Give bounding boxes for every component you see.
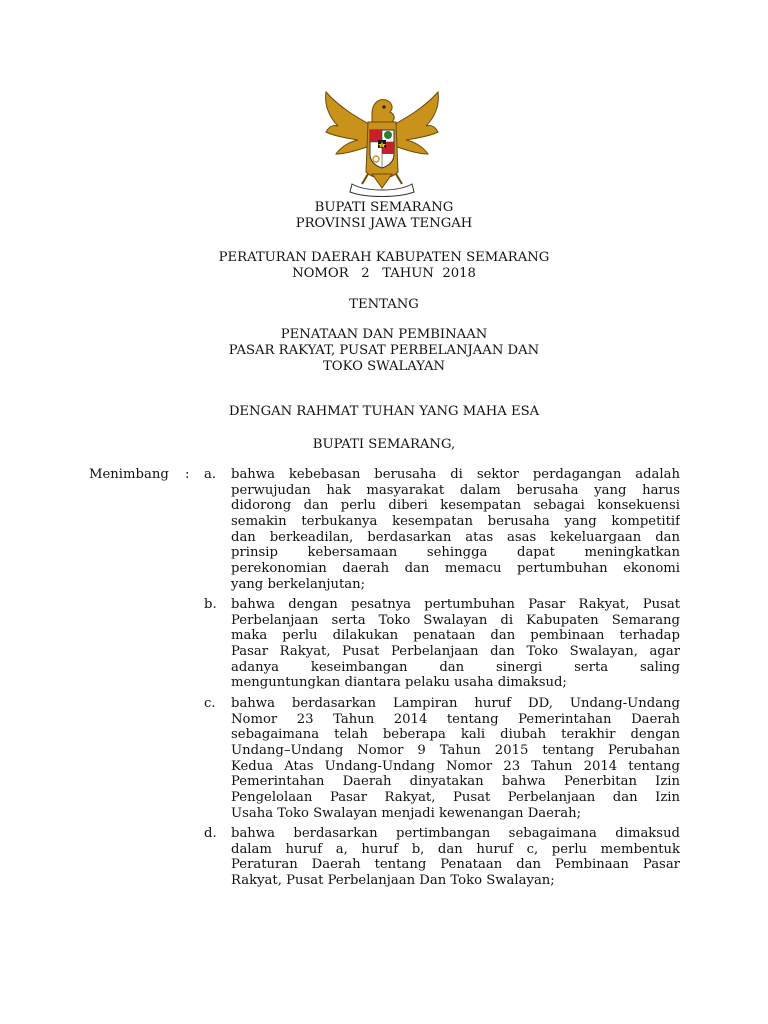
issuer-block [0, 437, 768, 453]
item-line: Pemerintahan Daerah dinyatakan bahwa Penerbitan Izin [231, 774, 680, 790]
about-block [0, 297, 768, 313]
item-line: Nomor 23 Tahun 2014 tentang Pemerintahan Daerah [231, 711, 680, 727]
regulation-title: PERATURAN DAERAH KABUPATEN SEMARANG [218, 250, 550, 265]
item-letter: a. [204, 467, 217, 482]
item-text [231, 826, 680, 889]
item-line: Peraturan Daerah tentang Penataan dan Pembinaan Pasar [231, 857, 680, 873]
item-line: bahwa berdasarkan pertimbangan sebagaimana dimaksud [231, 826, 680, 841]
issuer: BUPATI SEMARANG, [312, 437, 456, 452]
item-line: perekonomian daerah dan memacu pertumbuhan ekonomi [231, 561, 680, 577]
item-line: bahwa kebebasan berusaha di sektor perdagangan adalah [231, 467, 680, 482]
item-line: dalam huruf a, huruf b, dan huruf c, perlu membentuk [231, 841, 680, 857]
considering-label: Menimbang [89, 467, 169, 482]
item-line: Pengelolaan Pasar Rakyat, Pusat Perbelanjaan dan Izin [231, 790, 680, 806]
header-block [0, 200, 768, 232]
item-line: Usaha Toko Swalayan menjadi kewenangan Daerah; [231, 805, 582, 821]
item-letter: c. [204, 696, 216, 711]
item-letter: d. [204, 826, 217, 841]
item-line: semakin terbukanya kesempatan berusaha yang kompetitif [231, 514, 680, 530]
regulation-number: NOMOR 2 TAHUN 2018 [292, 266, 476, 281]
garuda-emblem-icon [318, 88, 446, 200]
item-letter: b. [204, 597, 217, 612]
item-line: maka perlu dilakukan penataan dan pembinaan terhadap [231, 628, 680, 644]
item-line: Pasar Rakyat, Pusat Perbelanjaan dan Toko Swalayan, agar [231, 644, 680, 660]
item-line: sebagaimana telah beberapa kali diubah terakhir dengan [231, 727, 680, 743]
item-line: Kedua Atas Undang-Undang Nomor 23 Tahun 2014 tentang [231, 758, 680, 774]
header-line-1: BUPATI SEMARANG [314, 200, 454, 215]
considering-colon: : [185, 467, 190, 482]
item-line: bahwa dengan pesatnya pertumbuhan Pasar Rakyat, Pusat [231, 597, 680, 612]
invocation: DENGAN RAHMAT TUHAN YANG MAHA ESA [228, 404, 540, 419]
subject-line-1: PENATAAN DAN PEMBINAAN [280, 327, 488, 342]
item-line: Undang–Undang Nomor 9 Tahun 2015 tentang Perubahan [231, 743, 680, 759]
item-line: perwujudan hak masyarakat dalam berusaha yang harus [231, 482, 680, 498]
item-line: prinsip kebersamaan sehingga dapat meningkatkan [231, 545, 680, 561]
item-text [231, 467, 680, 593]
subject-line-2: PASAR RAKYAT, PUSAT PERBELANJAAN DAN [228, 343, 540, 358]
item-line: adanya keseimbangan dan sinergi serta saling [231, 659, 680, 675]
about-label: TENTANG [349, 297, 419, 312]
item-line: dan berkeadilan, berdasarkan atas asas kekeluargaan dan [231, 529, 680, 545]
item-line: bahwa berdasarkan Lampiran huruf DD, Undang-Undang [231, 696, 680, 711]
item-line: menguntungkan diantara pelaku usaha dimaksud; [231, 675, 567, 691]
header-line-2: PROVINSI JAWA TENGAH [295, 216, 473, 231]
regulation-block [0, 250, 768, 282]
item-line: yang berkelanjutan; [231, 576, 366, 592]
invocation-block [0, 404, 768, 420]
item-line: Rakyat, Pusat Perbelanjaan Dan Toko Swalayan; [231, 873, 555, 889]
subject-block [0, 327, 768, 375]
item-text [231, 597, 680, 691]
subject-line-3: TOKO SWALAYAN [322, 359, 446, 374]
item-text [231, 696, 680, 822]
item-line: didorong dan perlu diberi kesempatan sebagai konsekuensi [231, 498, 680, 514]
item-line: Perbelanjaan serta Toko Swalayan di Kabupaten Semarang [231, 612, 680, 628]
